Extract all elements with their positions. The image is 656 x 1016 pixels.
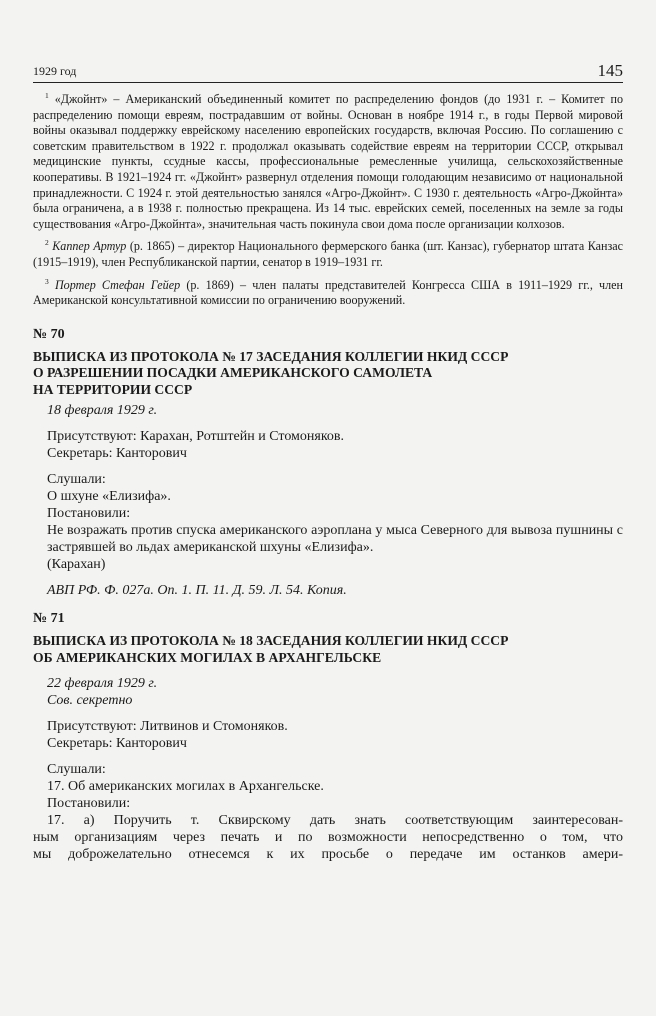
secretary-line: Секретарь: Канторович: [47, 736, 187, 752]
decided-label: Постановили:: [47, 506, 131, 522]
heard-text: 17. Об американских могилах в Архангельске.: [47, 779, 324, 795]
decision-line: 17. а) Поручить т. Сквирскому дать знать соответствующим заинтересован-: [47, 813, 623, 829]
footnote-mark: 2: [45, 238, 49, 248]
title-line: О РАЗРЕШЕНИИ ПОСАДКИ АМЕРИКАНСКОГО САМОЛЕТА: [33, 365, 433, 381]
secrecy-stamp: Сов. секретно: [47, 693, 133, 709]
footnote-2: [33, 235, 623, 270]
document-70: [33, 327, 623, 600]
present-line: Присутствуют: Литвинов и Стомоняков.: [47, 719, 288, 735]
page-number: 145: [597, 61, 623, 80]
decided-label: Постановили:: [47, 796, 131, 812]
decision-text: Не возражать против спуска американского аэроплана у мыса Северного для вывоза пушнины с застрявшей во льдах американской шхуны «Елизифа».: [47, 523, 623, 556]
signature: (Карахан): [47, 557, 106, 573]
present-line: Присутствуют: Карахан, Ротштейн и Стомоняков.: [47, 429, 345, 445]
heard-text: О шхуне «Елизифа».: [47, 489, 171, 505]
document-number: № 71: [33, 611, 65, 627]
footnote-person-name: Каппер Артур: [52, 239, 127, 254]
footnote-text: «Джойнт» – Американский объединенный комитет по распределению фондов (до 1931 г. – Комитет по распределению помощи евреям, пострадавшим от войны. Основан в ноябре 1914 г., в годы Первой мировой войны оказывал поддержку еврейскому населению европейских государств, включая Россию. По соглашению с советским правительством в 1922 г. продолжал оказывать содействие евреям на территории СССР, открывал медицинские пункты, ссудные кассы, профессиональные ремесленные училища, сельскохозяйственные кооперативы. В 1921–1924 гг. «Джойнт» развернул отделения помощи голодающим независимо от национальной принадлежности. С 1924 г. этой деятельностью занялся «Агро-Джойнт». С 1930 г. деятельность «Агро-Джойнта» была ограничена, а в 1938 г. полностью прекращена. Из 14 тыс. еврейских семей, поселенных на земле за годы существования «Агро-Джойнта», значительная часть покинула свои дома после организации колхозов.: [33, 92, 623, 231]
footnote-person-name: Портер Стефан Гейер: [54, 277, 181, 292]
footnotes: [33, 88, 623, 309]
archive-source: АВП РФ. Ф. 027а. Оп. 1. П. 11. Д. 59. Л. 54. Копия.: [47, 583, 347, 599]
footnote-text: (р. 1865) – директор Национального фермерского банка (шт. Канзас), губернатор штата Канзас (1915–1919), член Республиканской партии, сенатор в 1919–1931 гг.: [33, 239, 623, 269]
footnote-1: [33, 88, 623, 232]
footnote-mark: 3: [45, 276, 49, 286]
footnote-3: [33, 274, 623, 309]
title-line: ВЫПИСКА ИЗ ПРОТОКОЛА № 18 ЗАСЕДАНИЯ КОЛЛЕГИИ НКИД СССР: [33, 633, 509, 649]
heard-label: Слушали:: [47, 762, 106, 778]
title-line: НА ТЕРРИТОРИИ СССР: [33, 381, 193, 397]
document-date: 22 февраля 1929 г.: [47, 676, 158, 692]
page-body: [33, 88, 623, 863]
document-title: [33, 633, 623, 666]
header-year: 1929 год: [33, 64, 77, 78]
decision-line: ным организациям через печать и по возможности непосредственно о том, что: [33, 830, 623, 846]
heard-label: Слушали:: [47, 472, 106, 488]
footnote-mark: 1: [45, 91, 49, 100]
running-header: [33, 58, 623, 83]
decision-line: мы доброжелательно отнесемся к их просьбе о передаче им останков амери-: [33, 847, 623, 863]
title-line: ВЫПИСКА ИЗ ПРОТОКОЛА № 17 ЗАСЕДАНИЯ КОЛЛЕГИИ НКИД СССР: [33, 348, 509, 364]
secretary-line: Секретарь: Канторович: [47, 446, 187, 462]
document-title: [33, 349, 623, 399]
document-number: № 70: [33, 326, 65, 342]
document-date: 18 февраля 1929 г.: [47, 403, 158, 419]
title-line: ОБ АМЕРИКАНСКИХ МОГИЛАХ В АРХАНГЕЛЬСКЕ: [33, 649, 382, 665]
document-71: [33, 611, 623, 863]
footnote-text: (р. 1869) – член палаты представителей Конгресса США в 1911–1929 гг., член Американской консультативной комиссии по ограничению вооружений.: [33, 277, 623, 308]
